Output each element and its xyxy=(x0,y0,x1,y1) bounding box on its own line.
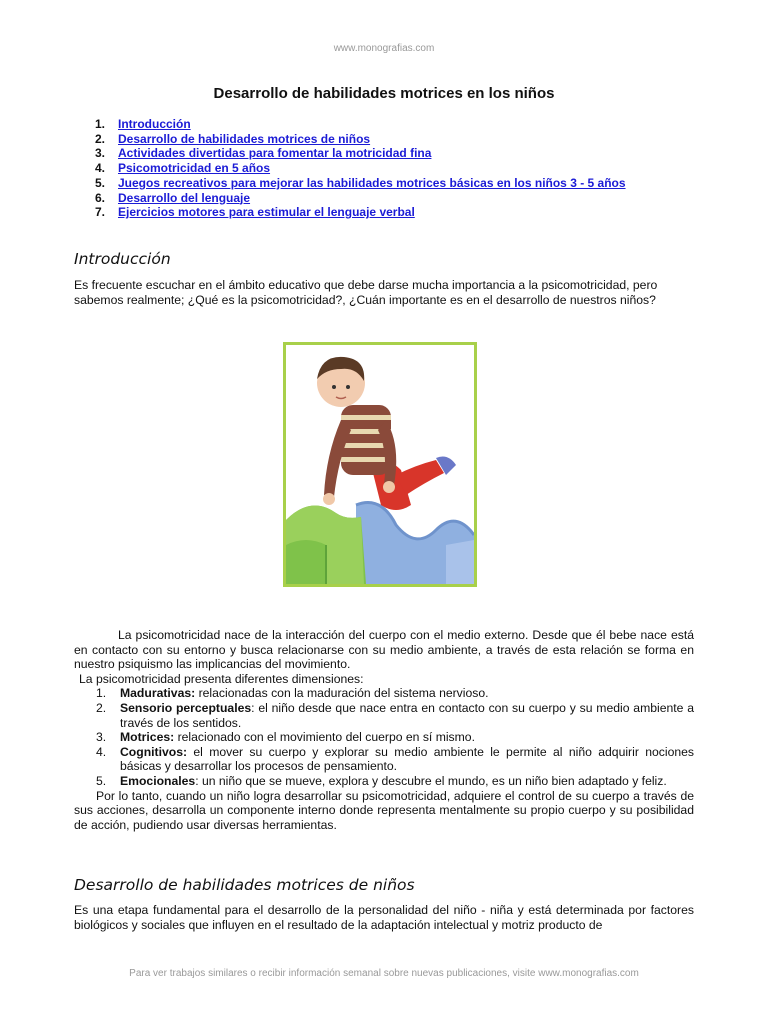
toc-item xyxy=(95,176,626,191)
toc-number: 6. xyxy=(95,190,106,205)
child-playing-illustration xyxy=(286,345,474,584)
toc-item xyxy=(95,191,626,206)
list-term: Motrices: xyxy=(120,730,175,745)
toc-item xyxy=(95,132,626,147)
list-term: Sensorio perceptuales xyxy=(120,700,252,715)
toc-number: 4. xyxy=(95,161,106,176)
toc-link-introduccion[interactable]: Introducción xyxy=(118,117,191,131)
list-term: Madurativas: xyxy=(120,686,196,701)
toc-link-psicomotricidad[interactable]: Psicomotricidad en 5 años xyxy=(118,161,271,176)
toc-number: 2. xyxy=(95,131,106,146)
toc-number: 7. xyxy=(95,205,106,220)
site-header: www.monografias.com xyxy=(333,43,435,54)
list-desc: relacionado con el movimiento del cuerpo en sí mismo. xyxy=(174,730,475,745)
child-photo xyxy=(283,342,477,587)
list-number: 3. xyxy=(96,730,107,745)
toc-item xyxy=(95,146,626,161)
body-paragraph: Por lo tanto, cuando un niño logra desarrollar su psicomotricidad, adquiere el control de su cuerpo a través de sus acciones, desarrolla un componente interno donde representa mentalmente su propio cuerpo y su posibilidad de acción, pudiendo usar diversas herramientas. xyxy=(74,788,694,832)
list-number: 2. xyxy=(96,700,107,715)
toc-item xyxy=(95,161,626,176)
list-number: 1. xyxy=(96,686,107,701)
toc-item xyxy=(95,117,626,132)
page-footer: Para ver trabajos similares o recibir información semanal sobre nuevas publicaciones, visite www.monografias.com xyxy=(129,968,639,979)
list-term: Cognitivos: xyxy=(120,744,188,759)
list-desc: : el niño desde que nace entra en contacto con su cuerpo y su medio ambiente a través de los sentidos. xyxy=(120,700,694,730)
list-number: 5. xyxy=(96,773,107,788)
toc-number: 3. xyxy=(95,146,106,161)
list-item xyxy=(74,730,694,745)
section-heading-desarrollo: Desarrollo de habilidades motrices de niños xyxy=(74,876,415,894)
list-number: 4. xyxy=(96,744,107,759)
list-desc: relacionadas con la maduración del sistema nervioso. xyxy=(195,686,489,701)
body-paragraph: La psicomotricidad nace de la interacción del cuerpo con el medio externo. Desde que él bebe nace está en contacto con su entorno y busca relacionarse con su medio ambiente, a través de esta relación se forma en nuestro psiquismo las implicancias del movimiento. xyxy=(74,628,694,672)
toc-link-actividades[interactable]: Actividades divertidas para fomentar la motricidad fina xyxy=(118,146,432,161)
table-of-contents xyxy=(95,117,626,220)
toc-number: 5. xyxy=(95,175,106,190)
toc-link-desarrollo-habilidades[interactable]: Desarrollo de habilidades motrices de niños xyxy=(118,131,371,146)
list-desc: : un niño que se mueve, explora y descubre el mundo, es un niño bien adaptado y feliz. xyxy=(195,773,667,788)
intro-paragraph: Es frecuente escuchar en el ámbito educativo que debe darse mucha importancia a la psicomotricidad, pero sabemos realmente; ¿Qué es la psicomotricidad?, ¿Cuán importante es en el desarrollo de nuestros niños? xyxy=(74,278,658,307)
dimensions-list xyxy=(74,686,694,788)
toc-link-lenguaje[interactable]: Desarrollo del lenguaje xyxy=(118,190,251,205)
body-paragraph: La psicomotricidad presenta diferentes dimensiones: xyxy=(79,671,364,686)
list-desc: el mover su cuerpo y explorar su medio ambiente le permite al niño adquirir nociones básicas y desarrollar los procesos de pensamiento. xyxy=(120,744,694,774)
list-term: Emocionales xyxy=(120,773,196,788)
list-item xyxy=(74,686,694,701)
section-heading-introduccion: Introducción xyxy=(74,250,171,268)
psicomotricidad-body xyxy=(74,628,694,832)
list-item xyxy=(74,701,694,730)
toc-item xyxy=(95,205,626,220)
list-item xyxy=(74,774,694,789)
list-item xyxy=(74,745,694,774)
section2-paragraph: Es una etapa fundamental para el desarrollo de la personalidad del niño - niña y está determinada por factores biológicos y sociales que influyen en el resultado de la adaptación intelectual y motriz producto de xyxy=(74,903,694,932)
document-title: Desarrollo de habilidades motrices en los niños xyxy=(213,85,555,102)
toc-link-ejercicios[interactable]: Ejercicios motores para estimular el lenguaje verbal xyxy=(118,205,415,220)
toc-number: 1. xyxy=(95,117,106,131)
toc-link-juegos[interactable]: Juegos recreativos para mejorar las habilidades motrices básicas en los niños 3 - 5 años xyxy=(118,175,626,190)
